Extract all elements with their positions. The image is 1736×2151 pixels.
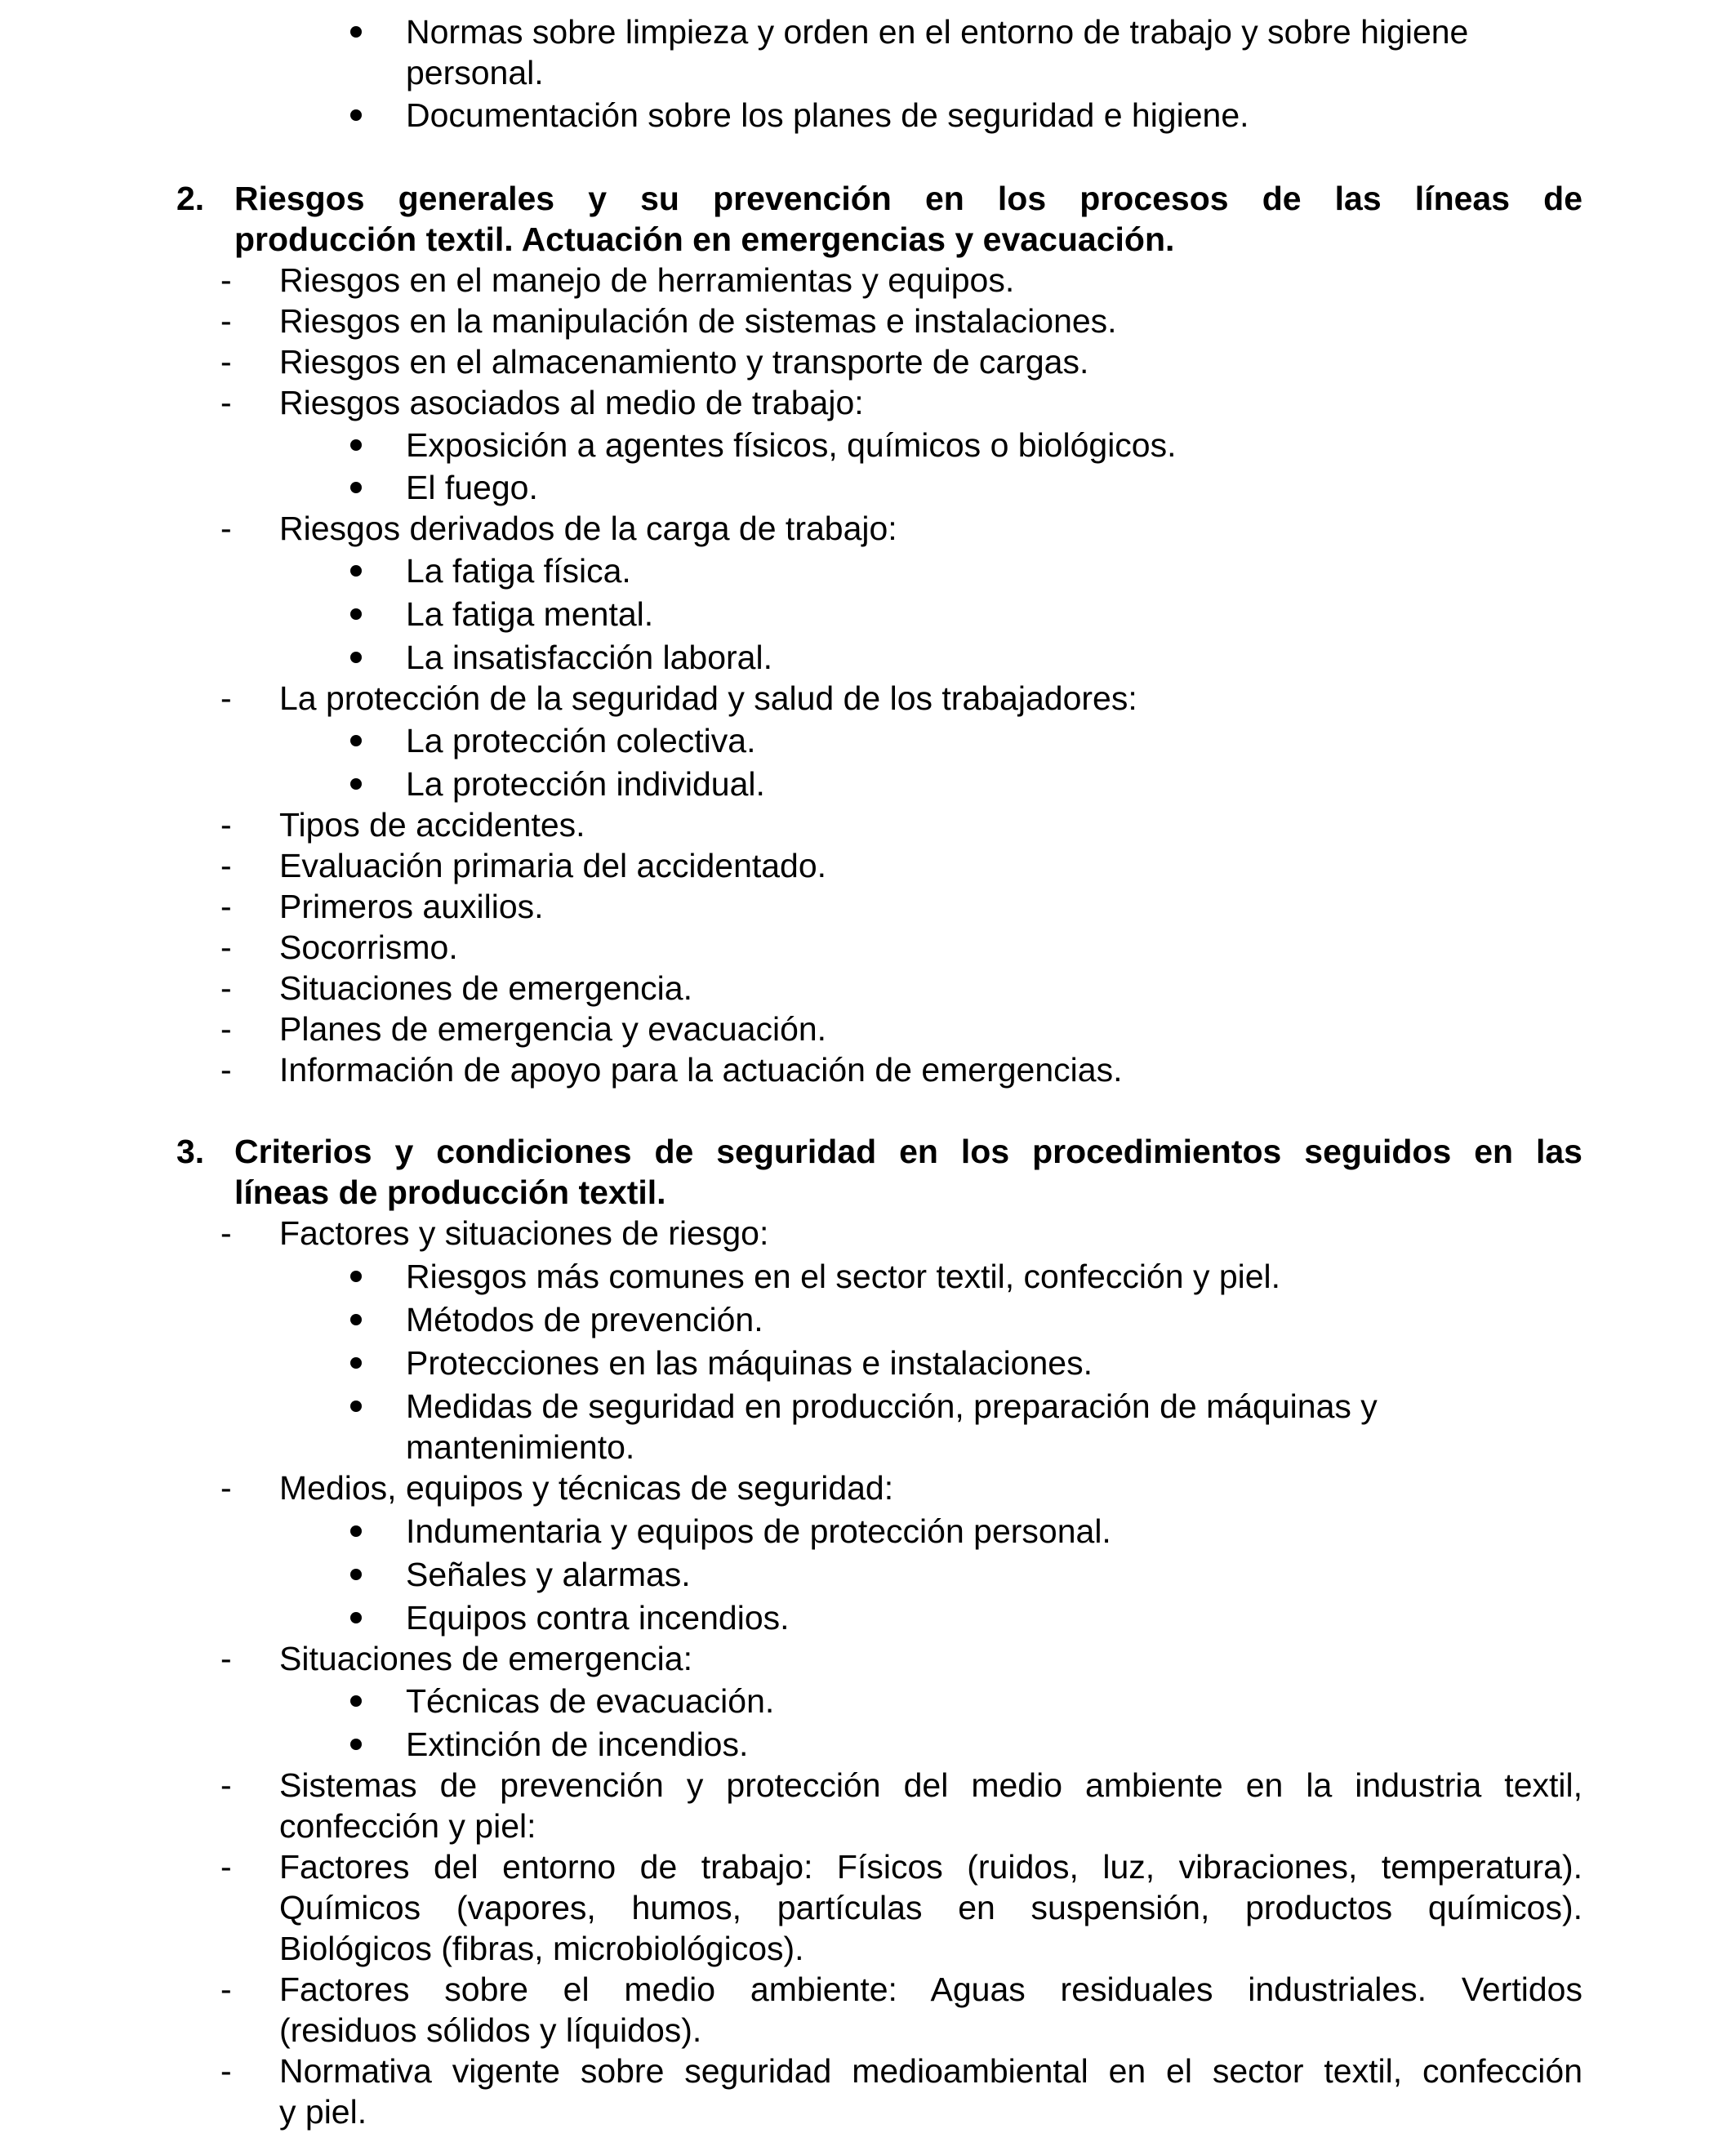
bullet-icon: [350, 652, 362, 663]
bullet-icon: [350, 482, 362, 493]
s2-item-1: Riesgos en el manejo de herramientas y equipos.: [279, 261, 1015, 299]
dash-marker: -: [220, 888, 232, 925]
dash-marker: -: [220, 261, 232, 299]
dash-marker: -: [220, 1469, 232, 1507]
s2-item-6-bullet-2: La protección individual.: [406, 765, 765, 803]
bullet-icon: [350, 1612, 362, 1623]
bullet-icon: [350, 565, 362, 577]
bullet-icon: [350, 735, 362, 746]
bullet-icon: [350, 1739, 362, 1750]
s2-item-12: Planes de emergencia y evacuación.: [279, 1010, 827, 1048]
dash-marker: -: [220, 1766, 232, 1804]
s3-item-4-line-1: Sistemas de prevención y protección del medio ambiente en la industria textil,: [279, 1766, 1582, 1804]
dash-marker: -: [220, 384, 232, 421]
s2-item-4-bullet-2: El fuego.: [406, 469, 538, 506]
s3-item-1-bullet-4-line-1: Medidas de seguridad en producción, preparación de máquinas y: [406, 1387, 1378, 1425]
bullet-icon: [350, 1525, 362, 1537]
dash-marker: -: [220, 1848, 232, 1886]
bullet-icon: [350, 1314, 362, 1325]
s2-item-2: Riesgos en la manipulación de sistemas e instalaciones.: [279, 302, 1117, 340]
s2-item-3: Riesgos en el almacenamiento y transporte de cargas.: [279, 343, 1089, 381]
intro-bullet-1-line-2: personal.: [406, 54, 544, 91]
s2-item-7: Tipos de accidentes.: [279, 806, 585, 844]
s2-item-11: Situaciones de emergencia.: [279, 969, 692, 1007]
s2-item-8: Evaluación primaria del accidentado.: [279, 847, 827, 884]
s2-item-5-bullet-2: La fatiga mental.: [406, 595, 654, 633]
s3-item-5-line-2: Químicos (vapores, humos, partículas en suspensión, productos químicos).: [279, 1889, 1582, 1926]
s3-item-3: Situaciones de emergencia:: [279, 1640, 692, 1677]
s3-item-2-bullet-2: Señales y alarmas.: [406, 1556, 691, 1593]
s2-item-5-bullet-3: La insatisfacción laboral.: [406, 639, 772, 676]
dash-marker: -: [220, 847, 232, 884]
bullet-icon: [350, 1271, 362, 1282]
s2-item-4-bullet-1: Exposición a agentes físicos, químicos o biológicos.: [406, 426, 1177, 464]
s3-item-6-line-1: Factores sobre el medio ambiente: Aguas residuales industriales. Vertidos: [279, 1971, 1582, 2008]
bullet-icon: [350, 109, 362, 121]
s3-item-1: Factores y situaciones de riesgo:: [279, 1214, 769, 1252]
s3-item-7-line-1: Normativa vigente sobre seguridad medioambiental en el sector textil, confección: [279, 2052, 1582, 2090]
section-2-number: 2.: [176, 180, 205, 217]
dash-marker: -: [220, 1010, 232, 1048]
s2-item-6-bullet-1: La protección colectiva.: [406, 722, 756, 759]
dash-marker: -: [220, 343, 232, 381]
s2-item-5: Riesgos derivados de la carga de trabajo:: [279, 510, 897, 547]
bullet-icon: [350, 26, 362, 38]
section-3-title-line-1: Criterios y condiciones de seguridad en los procedimientos seguidos en las: [234, 1133, 1582, 1170]
s3-item-1-bullet-3: Protecciones en las máquinas e instalaciones.: [406, 1344, 1093, 1382]
dash-marker: -: [220, 510, 232, 547]
s3-item-3-bullet-1: Técnicas de evacuación.: [406, 1682, 775, 1720]
s3-item-1-bullet-4-line-2: mantenimiento.: [406, 1428, 635, 1466]
s3-item-4-line-2: confección y piel:: [279, 1807, 536, 1845]
dash-marker: -: [220, 1971, 232, 2008]
bullet-icon: [350, 1401, 362, 1412]
bullet-icon: [350, 1569, 362, 1580]
s3-item-5-line-1: Factores del entorno de trabajo: Físicos (ruidos, luz, vibraciones, temperatura).: [279, 1848, 1582, 1886]
dash-marker: -: [220, 1214, 232, 1252]
s3-item-2: Medios, equipos y técnicas de seguridad:: [279, 1469, 894, 1507]
intro-bullet-2: Documentación sobre los planes de seguridad e higiene.: [406, 96, 1249, 134]
section-3-title-line-2: líneas de producción textil.: [234, 1173, 666, 1211]
s3-item-2-bullet-3: Equipos contra incendios.: [406, 1599, 790, 1637]
s3-item-1-bullet-2: Métodos de prevención.: [406, 1301, 763, 1338]
s2-item-10: Socorrismo.: [279, 929, 458, 966]
bullet-icon: [350, 1357, 362, 1369]
s2-item-13: Información de apoyo para la actuación de emergencias.: [279, 1051, 1123, 1089]
dash-marker: -: [220, 969, 232, 1007]
dash-marker: -: [220, 2052, 232, 2090]
dash-marker: -: [220, 1640, 232, 1677]
dash-marker: -: [220, 679, 232, 717]
s3-item-1-bullet-1: Riesgos más comunes en el sector textil, confección y piel.: [406, 1258, 1281, 1295]
section-2-title-line-2: producción textil. Actuación en emergencias y evacuación.: [234, 220, 1175, 258]
s2-item-5-bullet-1: La fatiga física.: [406, 552, 631, 590]
bullet-icon: [350, 1695, 362, 1707]
dash-marker: -: [220, 1051, 232, 1089]
dash-marker: -: [220, 806, 232, 844]
s3-item-2-bullet-1: Indumentaria y equipos de protección personal.: [406, 1512, 1111, 1550]
s3-item-6-line-2: (residuos sólidos y líquidos).: [279, 2011, 702, 2049]
intro-bullet-1-line-1: Normas sobre limpieza y orden en el entorno de trabajo y sobre higiene: [406, 13, 1469, 51]
s2-item-6: La protección de la seguridad y salud de los trabajadores:: [279, 679, 1137, 717]
bullet-icon: [350, 439, 362, 451]
dash-marker: -: [220, 302, 232, 340]
bullet-icon: [350, 778, 362, 790]
bullet-icon: [350, 608, 362, 620]
s2-item-4: Riesgos asociados al medio de trabajo:: [279, 384, 864, 421]
s3-item-3-bullet-2: Extinción de incendios.: [406, 1726, 749, 1763]
section-3-number: 3.: [176, 1133, 205, 1170]
s3-item-7-line-2: y piel.: [279, 2093, 367, 2131]
dash-marker: -: [220, 929, 232, 966]
section-2-title-line-1: Riesgos generales y su prevención en los procesos de las líneas de: [234, 180, 1582, 217]
s2-item-9: Primeros auxilios.: [279, 888, 544, 925]
s3-item-5-line-3: Biológicos (fibras, microbiológicos).: [279, 1930, 804, 1967]
